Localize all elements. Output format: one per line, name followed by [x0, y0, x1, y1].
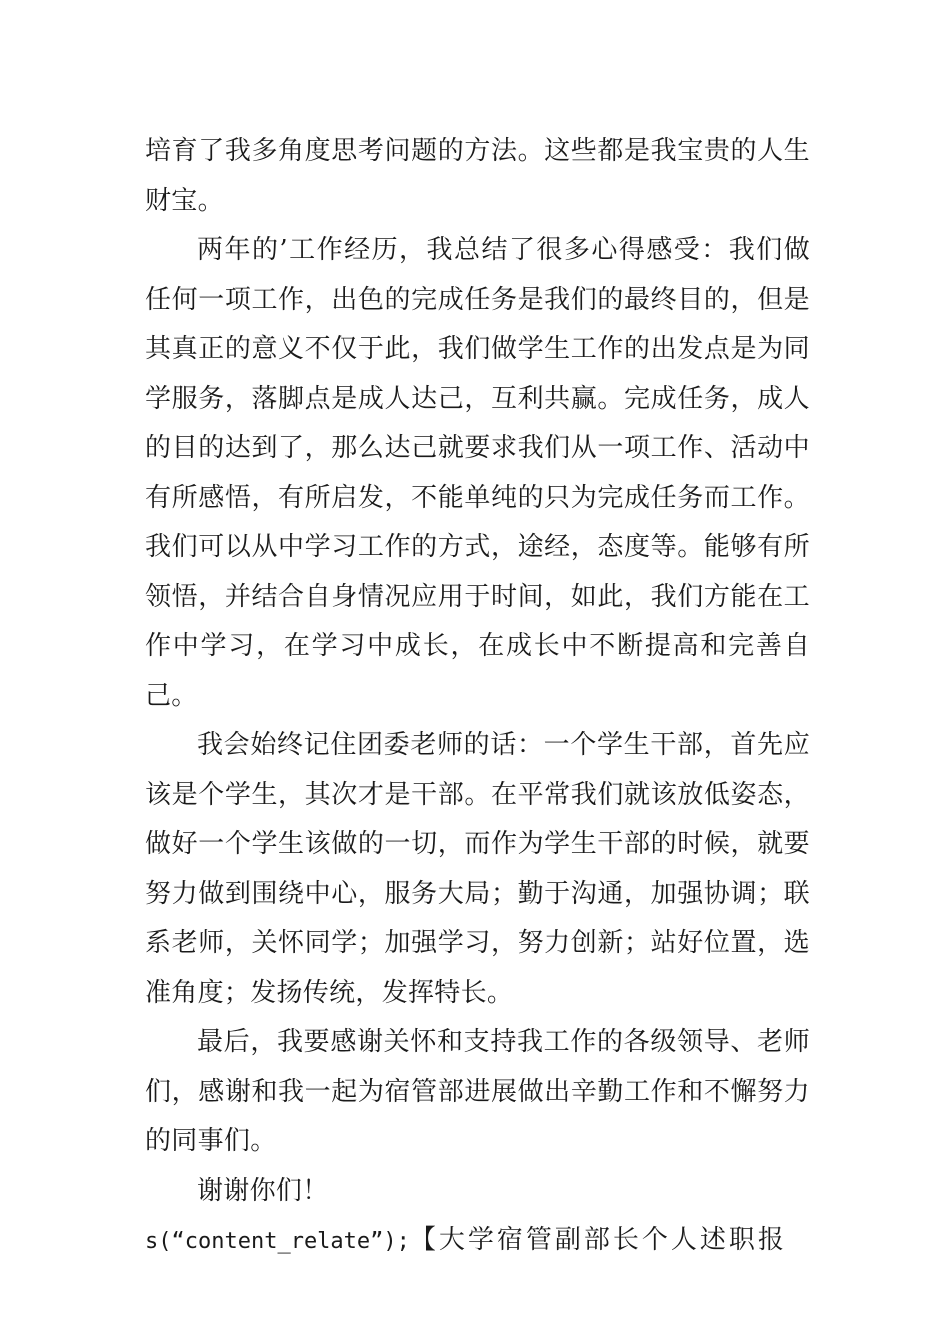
- paragraph-3: 我会始终记住团委老师的话：一个学生干部，首先应该是个学生，其次才是干部。在平常我们就该放低姿态，做好一个学生该做的一切，而作为学生干部的时候，就要努力做到围绕中心，服务大局；勤于沟通，加强协调；联系老师，关怀同学；加强学习，努力创新；站好位置，选准角度；发扬传统，发挥特长。: [145, 730, 810, 1008]
- paragraph-5: 谢谢你们！: [197, 1175, 329, 1206]
- document-body: [145, 127, 810, 1267]
- footer-related-title: 【大学宿管副部长个人述职报: [409, 1225, 787, 1255]
- paragraph-4: 最后，我要感谢关怀和支持我工作的各级领导、老师们，感谢和我一起为宿管部进展做出辛勤工作和不懈努力的同事们。: [145, 1027, 810, 1156]
- paragraph-2: 两年的’工作经历，我总结了很多心得感受：我们做任何一项工作，出色的完成任务是我们的最终目的，但是其真正的意义不仅于此，我们做学生工作的出发点是为同学服务，落脚点是成人达己，互利共赢。完成任务，成人的目的达到了，那么达己就要求我们从一项工作、活动中有所感悟，有所启发，不能单纯的只为完成任务而工作。我们可以从中学习工作的方式，途经，态度等。能够有所领悟，并结合自身情况应用于时间，如此，我们方能在工作中学习，在学习中成长，在成长中不断提高和完善自己。: [145, 235, 810, 711]
- footer-code-snippet: s(“content_relate”);: [145, 1229, 410, 1254]
- footer-line: [145, 1216, 810, 1267]
- paragraph-1: 培育了我多角度思考问题的方法。这些都是我宝贵的人生财宝。: [145, 136, 810, 216]
